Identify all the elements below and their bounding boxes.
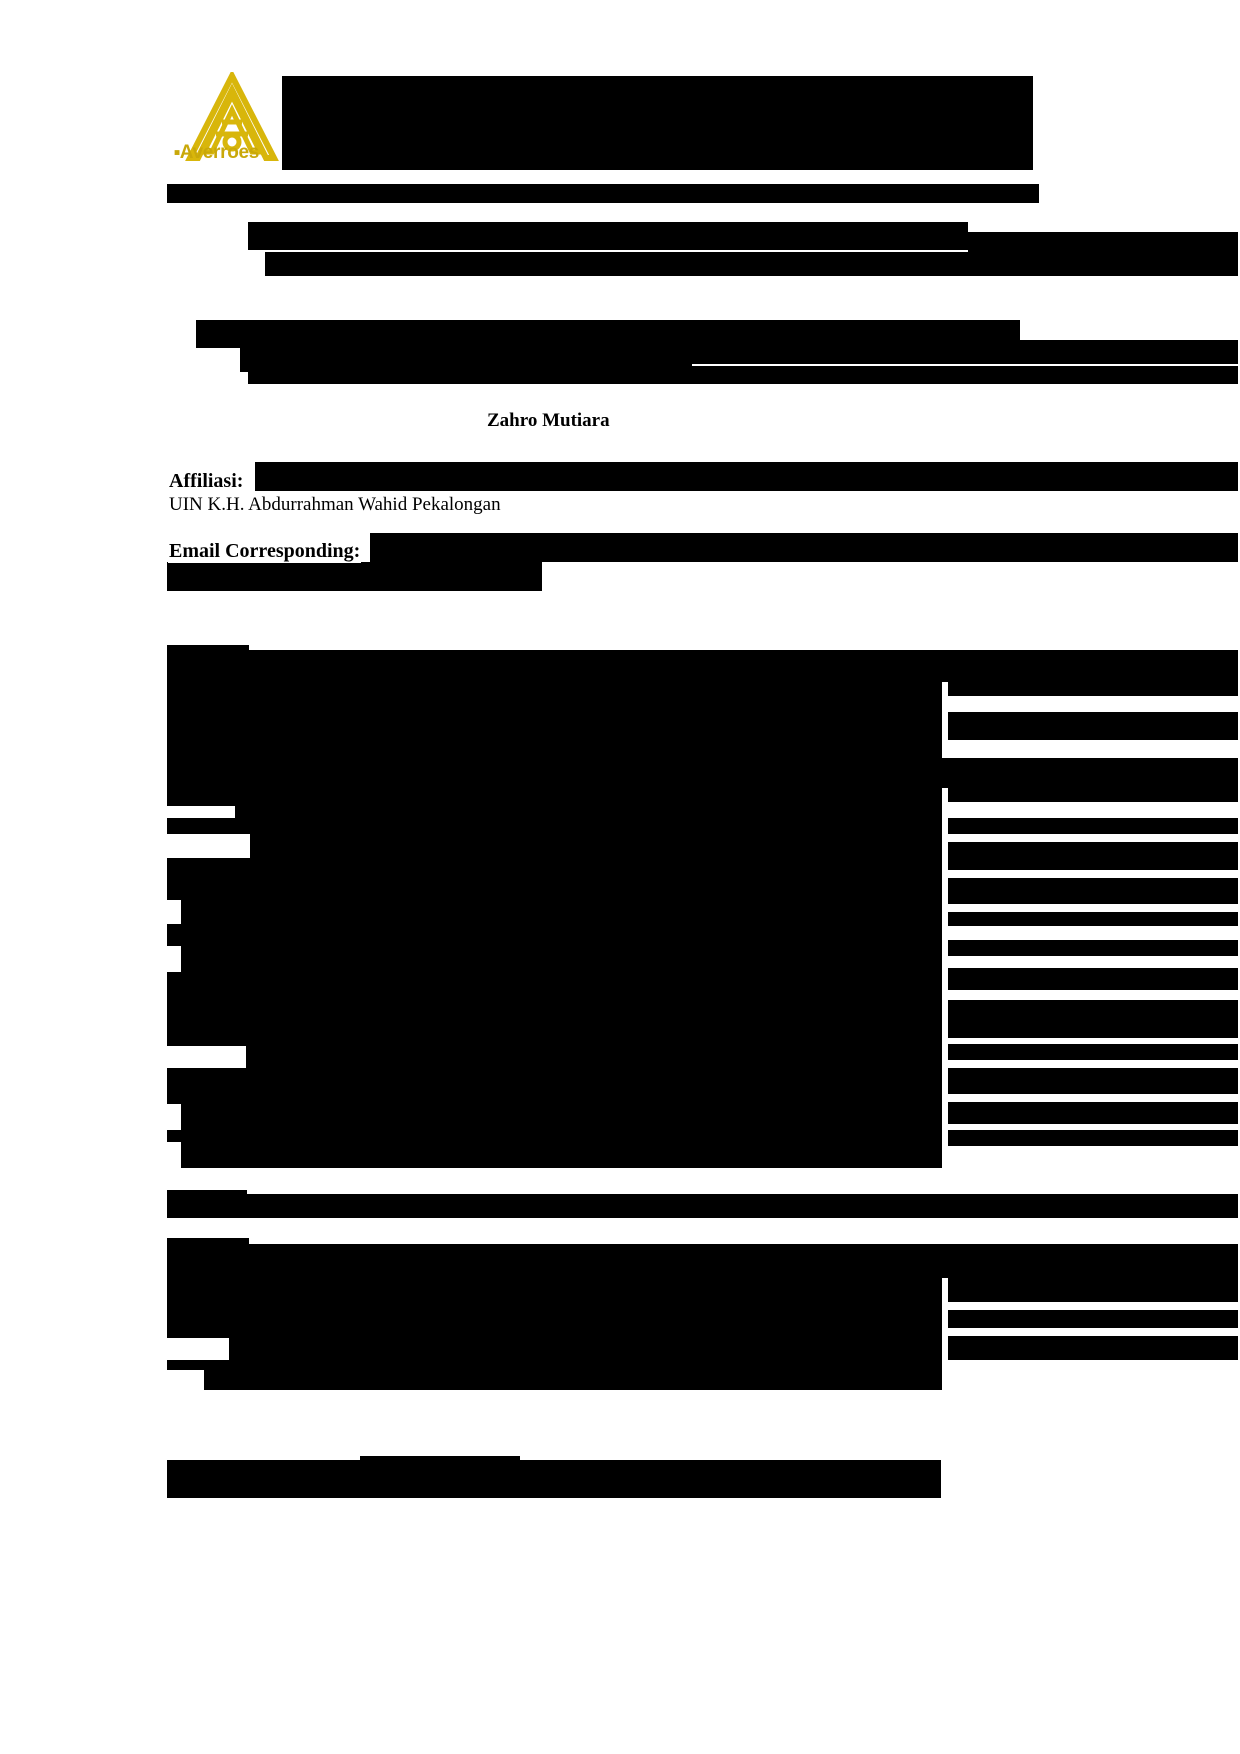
- abstract-right-11: [948, 1044, 1238, 1060]
- abstract-en-right-1: [948, 1278, 1238, 1302]
- abstract-line-c: [167, 740, 942, 758]
- abstract-line-j: [181, 900, 942, 924]
- abstract-en-5: [167, 1306, 942, 1328]
- abstract-line-i: [167, 858, 942, 900]
- abstract-en-right-2: [948, 1310, 1238, 1328]
- email-bar-1: [370, 533, 1238, 562]
- abstract-en-7: [229, 1334, 942, 1360]
- abstract-right-14: [948, 1130, 1238, 1146]
- abstract-right-5: [948, 842, 1238, 870]
- abstract-line-p: [167, 1068, 942, 1094]
- footer-line-4: [167, 1484, 941, 1498]
- title-line-2b: [531, 252, 1238, 276]
- abstract-line-m: [167, 972, 942, 1034]
- keywords-line-b: [167, 1194, 1238, 1218]
- abstract-en-9: [204, 1366, 942, 1390]
- publisher-name: ■Averroes: [174, 142, 260, 163]
- affiliation-bar: [255, 462, 1238, 491]
- abstract-block-1: [167, 650, 1238, 682]
- abstract-line-l: [181, 946, 942, 972]
- abstract-en-1: [167, 1244, 1238, 1278]
- abstract-line-b: [167, 710, 942, 740]
- abstract-right-7: [948, 912, 1238, 926]
- abstract-line-h: [250, 828, 942, 858]
- abstract-right-4: [948, 818, 1238, 834]
- abstract-line-k: [167, 924, 942, 946]
- abstract-en-4: [292, 1282, 942, 1308]
- header-title-block: [282, 76, 1033, 170]
- abstract-right-9: [948, 968, 1238, 990]
- abstract-line-o: [246, 1044, 942, 1068]
- abstract-right-3: [948, 760, 1238, 802]
- abstract-line-a: [167, 682, 942, 710]
- abstract-line-r: [181, 1100, 942, 1130]
- abstract-right-13: [948, 1102, 1238, 1124]
- affiliation-value: UIN K.H. Abdurrahman Wahid Pekalongan: [169, 494, 501, 515]
- abstract-en-right-3: [948, 1336, 1238, 1360]
- abstract-right-10: [948, 1000, 1238, 1038]
- email-bar-2: [167, 562, 542, 591]
- footer-line-3: [360, 1456, 520, 1474]
- title-line-2a: [265, 252, 531, 276]
- title-en-line-3: [248, 366, 1238, 384]
- title-line-1: [248, 222, 968, 250]
- abstract-right-1: [948, 682, 1238, 696]
- abstract-right-2: [948, 712, 1238, 740]
- author-name: Zahro Mutiara: [487, 410, 610, 431]
- abstract-right-12: [948, 1068, 1238, 1094]
- abstract-line-f: [235, 788, 942, 818]
- title-en-line-2b: [692, 340, 1238, 364]
- abstract-right-6: [948, 878, 1238, 904]
- title-line-1-tail: [968, 232, 1238, 254]
- affiliation-label: Affiliasi:: [169, 470, 244, 492]
- abstract-right-8: [948, 940, 1238, 956]
- email-corresponding-label: Email Corresponding:: [169, 540, 361, 562]
- logo-dot-icon: ■: [174, 147, 180, 159]
- journal-rule: [167, 184, 1039, 203]
- abstract-line-t: [181, 1136, 942, 1168]
